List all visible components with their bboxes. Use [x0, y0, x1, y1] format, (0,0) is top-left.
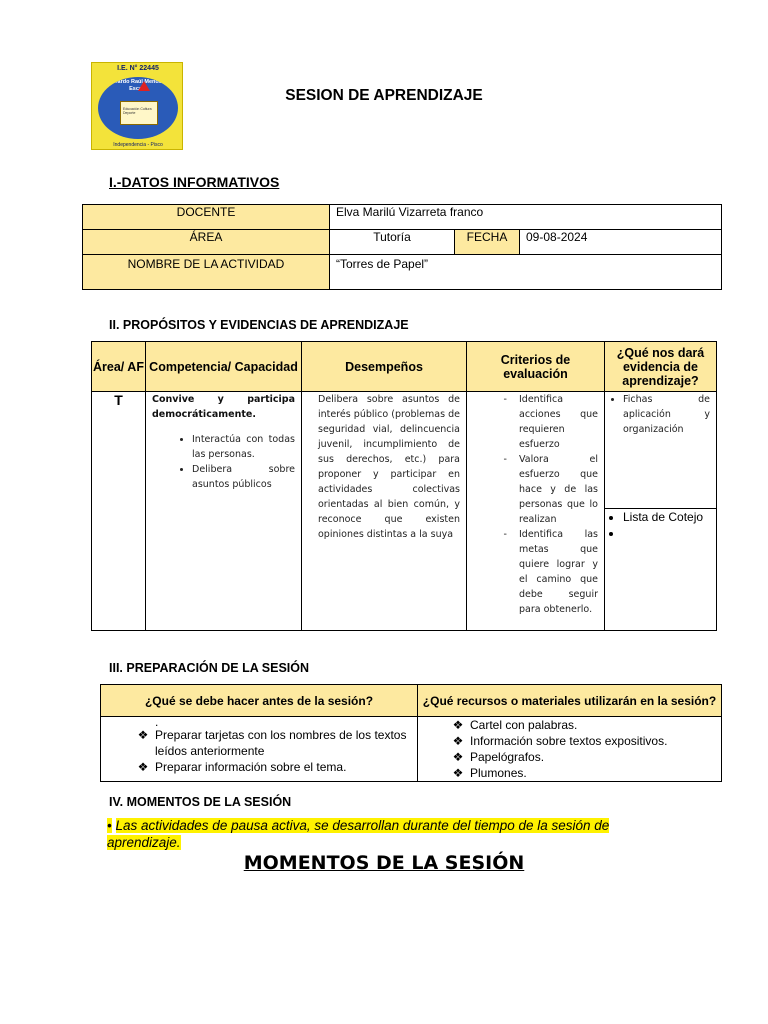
header-antes: ¿Qué se debe hacer antes de la sesión?: [101, 685, 418, 717]
recursos-list: [446, 717, 721, 781]
capacidad-item: • Interactúa con todas las personas.: [192, 432, 295, 462]
propositos-table: [91, 341, 717, 631]
header-area: Área/ AF: [92, 342, 146, 392]
logo-book-text: Educación Cultura Deporte: [123, 107, 152, 115]
evidencia-item: • Fichas de aplicación y organización: [623, 392, 710, 437]
competencia-cell: [146, 392, 302, 631]
note-bullet-icon: •: [107, 818, 112, 833]
desempeno-text: Delibera sobre asuntos de interés público (problemas de seguridad vial, delincuencia juvenil, incumplimiento de sus derechos, etc.) para proponer y participar en actividades colectivas orientadas al bien común, y reconoce que existen opiniones distintas a la suya: [318, 394, 460, 540]
antes-item: ❖ Preparar tarjetas con los nombres de los textos leídos anteriormente: [155, 727, 417, 759]
evidencia-item: • Lista de Cotejo: [623, 509, 710, 525]
recursos-cell: [418, 717, 722, 782]
evidencia-item-empty: [623, 525, 710, 541]
recurso-item: ❖ Información sobre textos expositivos.: [470, 733, 721, 749]
criterio-item: - Identifica las metas que quiere lograr y el camino que debe seguir para obtenerlo.: [519, 527, 598, 617]
desempeno-cell: [302, 392, 467, 631]
capacidad-item: • Delibera sobre asuntos públicos: [192, 462, 295, 492]
antes-dot: .: [155, 715, 159, 729]
criterio-item: - Identifica acciones que requieren esfuerzo: [519, 392, 598, 452]
antes-list: [131, 727, 417, 775]
logo-location: Independencia - Pisco: [113, 142, 163, 148]
pausa-activa-note: [107, 817, 667, 851]
criterio-item: - Valora el esfuerzo que hace y de las personas que lo realizan: [519, 452, 598, 527]
antes-cell: [101, 717, 418, 782]
capacidades-list: [152, 432, 295, 492]
note-text: Las actividades de pausa activa, se desarrollan durante del tiempo de la sesión de aprendizaje.: [107, 818, 610, 850]
area-label: ÁREA: [83, 230, 330, 255]
area-value: Tutoría: [330, 230, 455, 255]
logo-school-number: I.E. N° 22445: [117, 65, 159, 72]
recurso-item: ❖ Cartel con palabras.: [470, 717, 721, 733]
docente-value: Elva Marilú Vizarreta franco: [330, 205, 722, 230]
datos-informativos-table: [82, 204, 722, 290]
competencia-text: Convive y participa democráticamente.: [152, 394, 295, 420]
recurso-item: ❖ Plumones.: [470, 765, 721, 781]
section-1-heading: I.-DATOS INFORMATIVOS: [109, 174, 280, 190]
evidencia-cell-2: [605, 509, 717, 631]
preparacion-table: [100, 684, 722, 782]
fecha-label: FECHA: [455, 230, 520, 255]
evidencia-cell-1: [605, 392, 717, 509]
header-evidencia: ¿Qué nos dará evidencia de aprendizaje?: [605, 342, 717, 392]
school-logo: [91, 62, 183, 150]
header-recursos: ¿Qué recursos o materiales utilizarán en la sesión?: [418, 685, 722, 717]
momentos-title: MOMENTOS DE LA SESIÓN: [243, 852, 525, 874]
header-competencia: Competencia/ Capacidad: [146, 342, 302, 392]
header-desempenos: Desempeños: [302, 342, 467, 392]
criterios-cell: [467, 392, 605, 631]
docente-label: DOCENTE: [83, 205, 330, 230]
criterios-list: [493, 392, 598, 617]
antes-item: ❖ Preparar información sobre el tema.: [155, 759, 417, 775]
actividad-label: NOMBRE DE LA ACTIVIDAD: [83, 255, 330, 290]
section-2-heading: II. PROPÓSITOS Y EVIDENCIAS DE APRENDIZAJE: [109, 318, 409, 332]
recurso-item: ❖ Papelógrafos.: [470, 749, 721, 765]
section-3-heading: III. PREPARACIÓN DE LA SESIÓN: [109, 661, 310, 675]
page-title: SESION DE APRENDIZAJE: [285, 87, 483, 104]
section-4-heading: IV. MOMENTOS DE LA SESIÓN: [109, 795, 292, 809]
evidencia-list-1: [611, 392, 710, 437]
evidencia-list-2: [611, 509, 710, 541]
actividad-value: “Torres de Papel”: [330, 255, 722, 290]
logo-school-name: Gerardo Raúl Mendoza Escate: [108, 79, 168, 92]
area-code: T: [92, 392, 146, 631]
header-criterios: Criterios de evaluación: [467, 342, 605, 392]
fecha-value: 09-08-2024: [520, 230, 722, 255]
